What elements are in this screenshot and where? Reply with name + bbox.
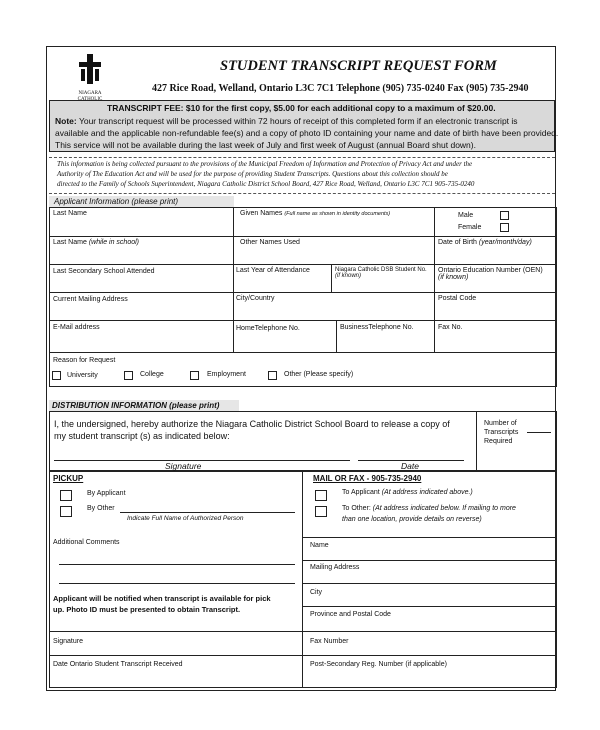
distribution-section-title: DISTRIBUTION INFORMATION (please print) <box>52 401 220 410</box>
college-label: College <box>140 371 164 378</box>
postal-code-label: Postal Code <box>438 295 477 302</box>
authorized-person-hint: Indicate Full Name of Authorized Person <box>127 515 244 522</box>
last-name-label: Last Name <box>53 210 87 217</box>
privacy-line-3: directed to the Family of Schools Superintendent, Niagara Catholic District School Board, 427 Rice Road, Welland, Ontario L3C 7C1 905-735-0240 <box>57 180 475 188</box>
col-line <box>434 207 435 352</box>
logo <box>70 52 110 96</box>
male-label: Male <box>458 212 474 219</box>
last-name-school-label <box>53 239 139 246</box>
pickup-signature-label: Signature <box>53 638 83 645</box>
cross-logo-icon <box>70 52 110 86</box>
mail-address-label: Mailing Address <box>310 564 360 571</box>
row-line <box>49 292 557 293</box>
other-names-label: Other Names Used <box>240 239 300 246</box>
other-reason-label: Other (Please specify) <box>284 371 354 378</box>
row-line <box>49 320 557 321</box>
col-line <box>336 320 337 352</box>
mail-row-line <box>302 583 557 584</box>
authorize-line-2: my student transcript (s) as indicated below: <box>54 431 230 441</box>
given-names-hint: (Full name as shown in identity documents) <box>284 211 391 217</box>
copies-label-1: Number of <box>484 420 517 427</box>
to-applicant-text: To Applicant <box>342 489 380 496</box>
row-line <box>49 264 557 265</box>
copies-label-2: Transcripts <box>484 429 519 436</box>
row-line <box>49 236 557 237</box>
university-label: University <box>67 372 98 379</box>
date-received-label: Date Ontario Student Transcript Received <box>53 661 183 668</box>
privacy-divider-bottom <box>49 193 555 194</box>
to-other-hint-2: than one location, provide details on reverse) <box>342 516 482 523</box>
mail-row-line <box>302 631 557 632</box>
authorize-line-1: I, the undersigned, hereby authorize the Niagara Catholic District School Board to release a copy of <box>54 419 450 429</box>
pickup-notice-1: Applicant will be notified when transcript is available for pick <box>53 594 271 603</box>
col-line <box>233 207 234 320</box>
pickup-title: PICKUP <box>53 474 84 483</box>
col-line <box>331 264 332 292</box>
comments-label: Additional Comments <box>53 539 120 546</box>
other-reason-checkbox[interactable] <box>268 371 277 380</box>
reason-label: Reason for Request <box>53 357 116 364</box>
employment-label: Employment <box>207 371 246 378</box>
by-other-checkbox[interactable] <box>60 506 72 517</box>
comments-line-2 <box>59 583 295 584</box>
last-school-label: Last Secondary School Attended <box>53 268 155 275</box>
last-name-school-text: Last Name <box>53 239 87 246</box>
dob-text: Date of Birth <box>438 239 477 246</box>
oen-hint: (if known) <box>438 274 469 281</box>
mail-name-label: Name <box>310 542 329 549</box>
note-text-1: Your transcript request will be processed within 72 hours of receipt of this completed form if an electronic transcript is <box>78 116 518 126</box>
last-name-school-hint: (while in school) <box>88 239 139 246</box>
female-label: Female <box>458 224 482 231</box>
mail-row-line <box>302 537 557 538</box>
comments-line-1 <box>59 564 295 565</box>
pickup-row-line <box>49 655 302 656</box>
to-applicant-hint: (At address indicated above.) <box>381 489 473 496</box>
to-other-text: To Other: <box>342 505 371 512</box>
col-line <box>233 320 234 352</box>
logo-text: NIAGARA <box>78 91 102 96</box>
male-checkbox[interactable] <box>500 211 509 220</box>
row-line <box>49 352 557 353</box>
to-applicant-checkbox[interactable] <box>315 490 327 501</box>
board-address: 427 Rice Road, Welland, Ontario L3C 7C1 Telephone (905) 735-0240 Fax (905) 735-2940 <box>152 83 529 94</box>
to-other-label <box>342 505 516 512</box>
fee-note-line-2: available and the applicable non-refundable fee(s) and a copy of photo ID containing your name and date of birth have been provided. <box>55 128 559 138</box>
email-label: E-Mail address <box>53 324 100 331</box>
signature-line <box>54 460 350 461</box>
business-phone-label: BusinessTelephone No. <box>340 324 414 331</box>
home-phone-label: HomeTelephone No. <box>236 325 300 332</box>
mail-row-line <box>302 560 557 561</box>
privacy-line-2: Authority of The Education Act and will be used for the purpose of providing Student Transcripts. Questions about this collection should be <box>57 170 448 178</box>
employment-checkbox[interactable] <box>190 371 199 380</box>
pickup-row-line <box>49 631 302 632</box>
dsb-number-text: Niagara Catholic DSB Student No. <box>335 267 427 273</box>
oen-text: Ontario Education Number (OEN) <box>438 267 543 274</box>
college-checkbox[interactable] <box>124 371 133 380</box>
mailing-address-label: Current Mailing Address <box>53 296 128 303</box>
last-year-label: Last Year of Attendance <box>236 267 310 274</box>
to-applicant-label <box>342 489 473 496</box>
to-other-checkbox[interactable] <box>315 506 327 517</box>
dsb-number-label <box>335 267 427 279</box>
city-country-label: City/Country <box>236 295 275 302</box>
mail-row-line <box>302 655 557 656</box>
mail-province-label: Province and Postal Code <box>310 611 391 618</box>
female-checkbox[interactable] <box>500 223 509 232</box>
note-label: Note: <box>55 116 77 126</box>
oen-label <box>438 267 543 281</box>
signature-caption: Signature <box>165 461 202 471</box>
dob-label <box>438 239 532 246</box>
fax-label: Fax No. <box>438 324 463 331</box>
copies-input-line <box>527 432 551 433</box>
form-title: STUDENT TRANSCRIPT REQUEST FORM <box>220 58 497 74</box>
fee-line: TRANSCRIPT FEE: $10 for the first copy, $5.00 for each additional copy to a maximum of $20.00. <box>107 103 496 113</box>
copies-divider <box>476 411 477 471</box>
by-applicant-label: By Applicant <box>87 490 126 497</box>
date-caption: Date <box>401 461 419 471</box>
by-applicant-checkbox[interactable] <box>60 490 72 501</box>
mail-city-label: City <box>310 589 323 596</box>
given-names-label <box>240 210 390 217</box>
given-names-text: Given Names <box>240 210 283 217</box>
dsb-number-hint: (if known) <box>335 273 362 279</box>
dob-hint: (year/month/day) <box>478 239 532 246</box>
mail-title: MAIL OR FAX - 905-735-2940 <box>313 474 422 483</box>
copies-label-3: Required <box>484 438 513 445</box>
university-checkbox[interactable] <box>52 371 61 380</box>
privacy-divider <box>49 157 555 158</box>
mail-fax-label: Fax Number <box>310 638 349 645</box>
mail-row-line <box>302 606 557 607</box>
authorized-person-line <box>120 512 295 513</box>
by-other-label: By Other <box>87 505 115 512</box>
privacy-line-1: This information is being collected pursuant to the provisions of the Municipal Freedom of Information and Protection of Privacy Act and under the <box>57 160 473 168</box>
fee-note-line-1 <box>55 116 518 126</box>
mail-reg-number-label: Post-Secondary Reg. Number (if applicable) <box>310 661 447 668</box>
pickup-notice-2: up. Photo ID must be presented to obtain Transcript. <box>53 605 241 614</box>
copies-label <box>484 419 518 446</box>
applicant-section-title: Applicant Information (please print) <box>54 197 179 206</box>
fee-note-line-3: This service will not be available during the last week of July and first week of August (annual Board shut down). <box>55 140 476 150</box>
to-other-hint-1: (At address indicated below. If mailing to more <box>372 505 516 512</box>
